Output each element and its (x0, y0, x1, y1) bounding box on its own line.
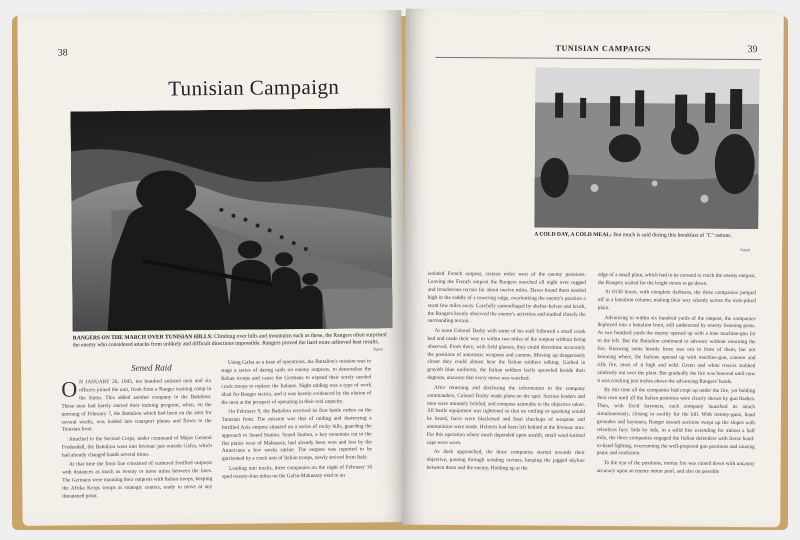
left-caption-text: Climbing over hills and mountains such as these, the Rangers often surprised the enemy who considered attacks from unlikely and difficult directions impossible. Rangers proved the hard route achieved best results. (72, 332, 387, 349)
left-column-2 (221, 358, 372, 483)
paragraph: On February 9, the Battalion received its first battle orders on the Tunisian front. The mission was that of raiding and destroying a fortified Axis outpost situated on a series of rocky hills, guarding the approach to Sened Station. Sened Station, a key mountain cut to the flat plains west of Maknassy, had already been won and lost by the Americans a few weeks earlier. The outpost was reported to be garrisoned by a crack unit of Italian troops, newly arrived from Italy. (221, 407, 372, 463)
paragraph: isolated French outpost, sixteen miles west of the enemy positions. Leaving the French outpost the Rangers marched all night over rugged and treacherous terrain for about twelve miles. Dawn found them nestled high in the saddle of a towering ridge, overlooking the enemy's position a scant few miles away. Carefully camouflaged by shelter-halves and brush, the Rangers keenly observed the enemy's activities and studied closely the surrounding terrain. (427, 270, 586, 325)
paragraph: By this time all the companies had crept up under the fire, yet holding their own until all the Italian positions were clearly shown by gun flashes. Then, with fixed bayonets, each company launched its attack simultaneously, closing in swiftly for the kill. With tommy-guns, hand grenades and bayonets, Ranger assault sections swept up the slopes with relentless fury. Side by side, in a solid line extending for almost a half mile, the three companies engaged the Italian defenders with fierce hand-to-hand fighting, overrunning the well-prepared gun positions and causing panic and confusion. (596, 387, 756, 457)
right-photo-credit: Signal (740, 247, 751, 253)
drop-cap: O (61, 376, 78, 402)
paragraph: At noon Colonel Darby with some of his staff followed a small creek bed and made their way to within two miles of the outpost without being observed. From there, with field glasses, they could determine accurately the positions of automatic weapons and cannon. Moving up dangerously closer they could almost hear the Italian soldiers talking. Garbed in grayish blue uniforms, the Italian soldiers lazily sprawled beside their dugouts, unaware that every move was watched. (427, 327, 586, 382)
book-spread (12, 10, 788, 530)
running-head: TUNISIAN CAMPAIGN (555, 43, 652, 54)
rangers-march-photo (70, 108, 392, 331)
paragraph: Using Gafsa as a base of operations, the Battalion's mission was to stage a series of daring raids on enemy outposts, to demoralize the Italian troops and cause the Germans to expend their sorely needed crack troops to replace the Italians. Night raiding was a type of work ideal for Ranger tactics, and it was keenly evidenced by the elation of the men at the prospect of operating in their real capacity. (221, 358, 372, 406)
page-number-left: 38 (57, 47, 68, 59)
left-photo-caption (73, 332, 393, 350)
paragraph: At that time the front line consisted of scattered fortified outposts with distances as much as twenty or more miles between the lines. The Germans were manning their outposts with Italian troops, keeping the Afrika Korps troops at strategic centers, ready to move at any threatened point. (62, 460, 213, 500)
left-photo-credit: Signal (372, 346, 384, 352)
paragraph: At 0130 hours, with complete darkness, the three companies jumped off in a battalion column, making their way silently across the rock-pitted plain. (597, 289, 756, 312)
paragraph: Loading into trucks, three companies on the night of February 10 sped twenty-four miles on the Gafsa-Maknassy road to an (222, 464, 373, 480)
right-caption-text: But much is said during this breakfast of "C" rations. (613, 232, 732, 239)
paragraph: To the rear of the positions, mortar fire was rained down with uncanny accuracy upon an enemy motor pool, and also on possible (596, 459, 755, 475)
page-number-right: 39 (747, 44, 758, 56)
paragraph: After returning and disclosing the information to the company commanders, Colonel Darby made plans on the spot. Section leaders and men were minutely briefed, and compass azimuths to the objective taken. All battle equipment was tightened so that no rattling or speaking would be heard, faces were blackened and final checkups of weapons and ammunition were made. Helmets had been left behind at the bivouac area. For this operation where much depended upon stealth, small wool-knitted caps were worn. (426, 384, 586, 447)
right-photo-caption (534, 232, 758, 241)
paragraph: As dusk approached, the three companies started towards their objective, passing through winding ravines, keeping the jagged skyline between them and the enemy. Holding up at the (426, 449, 585, 472)
paragraph: N JANUARY 26, 1943, ten hundred enlisted men and six officers joined the unit, fresh from a Ranger training camp in the States. This added another company to the Battalion. These men had barely started their training program, when, on the morning of February 7, the Battalion which had been on the alert for several weeks, was loaded into transport planes and flown to the Tunisian front. (61, 378, 212, 434)
paragraph: Advancing to within six hundred yards of the outpost, the companies deployed into a battalion front, still undetected by enemy listening posts. At two hundred yards the enemy opened up with a lone machine-gun far to the left. But the Battalion continued to advance without returning the fire. Knowing some hostile force was out in front of them, but not knowing where, the Italians opened up with machine-gun, cannon and rifle fire, most of it high and wild. Green and white tracers stabbed aimlessly out over the plain. But gradually the fire was lowered until now it was cracking just inches above the advancing Rangers' heads. (597, 314, 756, 385)
left-page (17, 10, 406, 526)
left-caption-lead: RANGERS ON THE MARCH OVER TUNISIAN HILLS: (72, 333, 213, 342)
cold-meal-illustration (534, 68, 759, 230)
left-column-1 (61, 378, 212, 503)
page-title: Tunisian Campaign (167, 74, 340, 101)
header-rule (435, 57, 761, 60)
paragraph: Attached to the Second Corps, under command of Major General Fredendall, the Battalion went into bivouac just outside Gafsa, which had already changed hands several times. (61, 434, 212, 459)
right-page (402, 9, 784, 528)
section-heading-sened-raid: Sened Raid (130, 362, 172, 373)
paragraph: edge of a small plain, which had to be crossed to reach the enemy outpost, the Rangers waited for the bright moon to go down. (597, 272, 756, 287)
right-caption-lead: A COLD DAY, A COLD MEAL: (534, 231, 612, 239)
right-column-2 (597, 272, 756, 478)
rangers-march-illustration (70, 108, 392, 331)
cold-meal-photo (534, 68, 759, 230)
right-column-1 (427, 271, 586, 476)
